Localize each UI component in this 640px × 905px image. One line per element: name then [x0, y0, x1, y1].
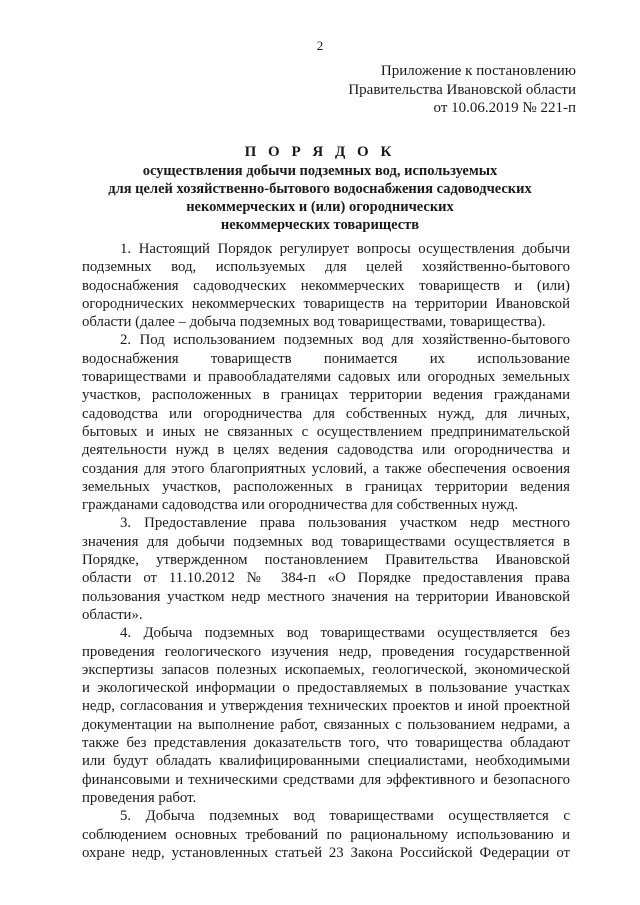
body-line: документации на выполнение работ, связанных с пользованием недрами, а: [82, 716, 570, 733]
body-line: и экологической информации о предоставляемых в пользование участках: [82, 680, 570, 697]
body-line: 4. Добыча подземных вод товариществами осуществляется без: [120, 625, 570, 642]
page-number: 2: [316, 38, 324, 53]
body-line: экспертизы запасов полезных ископаемых, геологической, экономической: [82, 661, 570, 678]
body-line: значения для добычи подземных вод товариществами осуществляется в: [82, 533, 570, 550]
body-line: области».: [82, 606, 143, 623]
body-line: земельных участков, расположенных в границах территории ведения: [82, 478, 570, 495]
title-subtitle-line: некоммерческих и (или) огороднических: [186, 199, 454, 215]
body-line: финансовыми и техническими средствами для эффективного и безопасного: [82, 771, 570, 788]
body-line: 3. Предоставление права пользования участком недр местного: [120, 515, 570, 532]
document-title: [64, 143, 576, 234]
body-line: водоснабжения садоводческих некоммерческих товариществ и (или): [82, 277, 570, 294]
body-line: Порядке, утвержденном постановлением Правительства Ивановской: [82, 552, 570, 569]
body-line: проведения работ.: [82, 789, 197, 806]
title-subtitle-line: некоммерческих товариществ: [220, 217, 420, 233]
body-line: гражданами садоводства или огородничества для собственных нужд.: [82, 497, 519, 514]
body-line: соблюдением основных требований по рациональному использованию и: [82, 826, 570, 843]
body-line: 5. Добыча подземных вод товариществами осуществляется с: [120, 808, 570, 825]
appendix-line: от 10.06.2019 № 221-п: [433, 100, 576, 116]
body-text: [82, 240, 570, 862]
body-line: охране недр, установленных статьей 23 Закона Российской Федерации от: [82, 844, 570, 861]
appendix-header: [348, 62, 576, 118]
body-line: также без представления доказательств того, что товарищества обладают: [82, 735, 570, 752]
body-line: области (далее – добыча подземных вод товариществами, товарищества).: [82, 314, 546, 331]
body-line: участков, расположенных в границах территории ведения гражданами: [82, 387, 570, 404]
body-line: подземных вод, используемых для целей хозяйственно-бытового: [82, 259, 570, 276]
title-subtitle-line: для целей хозяйственно-бытового водоснабжения садоводческих: [108, 181, 532, 197]
body-line: 1. Настоящий Порядок регулирует вопросы осуществления добычи: [120, 241, 570, 257]
body-line: или будут обладать квалифицированными специалистами, необходимыми: [82, 753, 570, 770]
appendix-line: Правительства Ивановской области: [348, 81, 576, 98]
body-line: водоснабжения товариществ понимается их использование: [82, 350, 570, 367]
title-main: П О Р Я Д О К: [244, 144, 396, 160]
body-line: бытовых и иных не связанных с осуществлением предпринимательской: [82, 423, 570, 440]
body-line: деятельности нужд в целях ведения садоводства или огородничества и: [82, 442, 570, 459]
body-line: товариществами и правообладателями садовых или огородных земельных: [82, 369, 570, 386]
body-line: проведения геологического изучения недр, проведения государственной: [82, 643, 570, 660]
title-subtitle-line: осуществления добычи подземных вод, используемых: [142, 163, 498, 179]
body-line: создания для этого благоприятных условий, а также обеспечения освоения: [82, 460, 570, 477]
body-line: 2. Под использованием подземных вод для хозяйственно-бытового: [120, 332, 570, 349]
body-line: пользования участком недр местного значения на территории Ивановской: [82, 588, 570, 605]
body-line: недр, согласования и утверждения технических проектов и иной проектной: [82, 698, 570, 715]
body-line: области от 11.10.2012 № 384-п «О Порядке предоставления права: [82, 570, 570, 587]
appendix-line: Приложение к постановлению: [380, 63, 576, 79]
body-line: садоводства или огородничества для собственных нужд, для личных,: [82, 405, 570, 422]
body-line: огороднических некоммерческих товариществ на территории Ивановской: [82, 295, 570, 312]
